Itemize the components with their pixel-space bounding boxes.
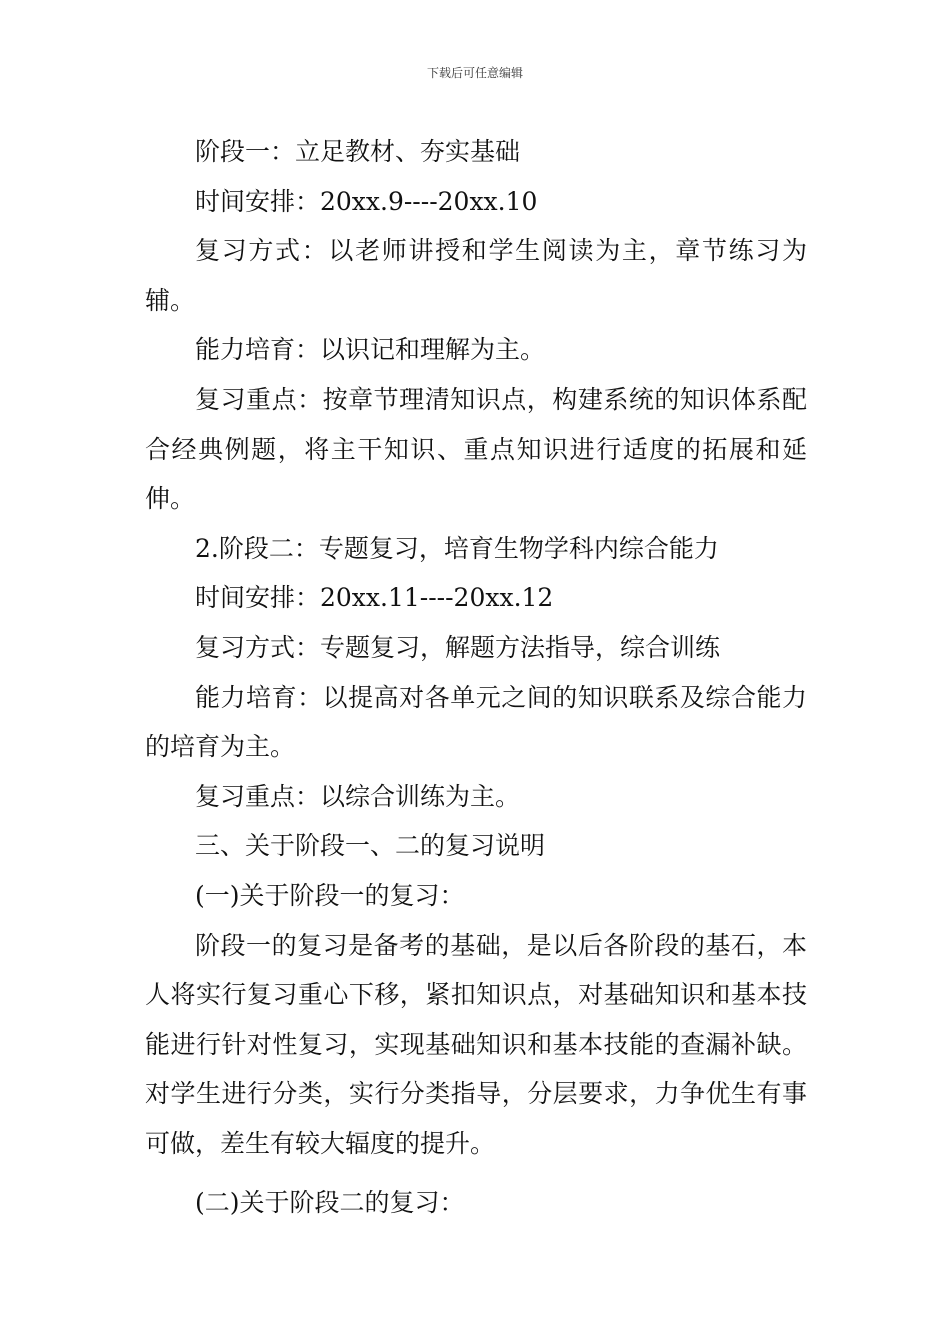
page-header: 下载后可任意编辑 [426,66,523,80]
paragraph-stage-one-ability: 能力培育：以识记和理解为主。 [195,335,546,365]
paragraph-stage-one-time: 时间安排：20xx.9----20xx.10 [195,186,538,216]
paragraph-stage-one-title: 阶段一：立足教材、夯实基础 [195,137,521,166]
paragraph-stage-two-focus: 复习重点：以综合训练为主。 [195,781,521,811]
subsection-heading-one: (一)关于阶段一的复习： [195,880,465,910]
paragraph-stage-two-title: 2.阶段二：专题复习，培育生物学科内综合能力 [195,533,719,563]
paragraph-stage-one-focus: 复习重点：按章节理清知识点，构建系统的知识体系配合经典例题，将主干知识、重点知识进行适度的拓展和延伸。 [145,384,807,514]
section-heading-three: 三、关于阶段一、二的复习说明 [195,831,546,861]
subsection-heading-two: (二)关于阶段二的复习： [195,1188,465,1218]
paragraph-stage-one-explanation: 阶段一的复习是备考的基础，是以后各阶段的基石，本人将实行复习重心下移，紧扣知识点，对基础知识和基本技能进行针对性复习，实现基础知识和基本技能的查漏补缺。对学生进行分类，实行分类指导，分层要求，力争优生有事可做，差生有较大辐度的提升。 [145,930,807,1158]
paragraph-stage-one-method: 复习方式：以老师讲授和学生阅读为主，章节练习为辅。 [145,236,807,315]
document-body [145,127,807,1228]
paragraph-stage-two-ability: 能力培育：以提高对各单元之间的知识联系及综合能力的培育为主。 [145,682,807,762]
paragraph-stage-two-method: 复习方式：专题复习，解题方法指导，综合训练 [195,632,721,662]
paragraph-stage-two-time: 时间安排：20xx.11----20xx.12 [195,583,554,613]
